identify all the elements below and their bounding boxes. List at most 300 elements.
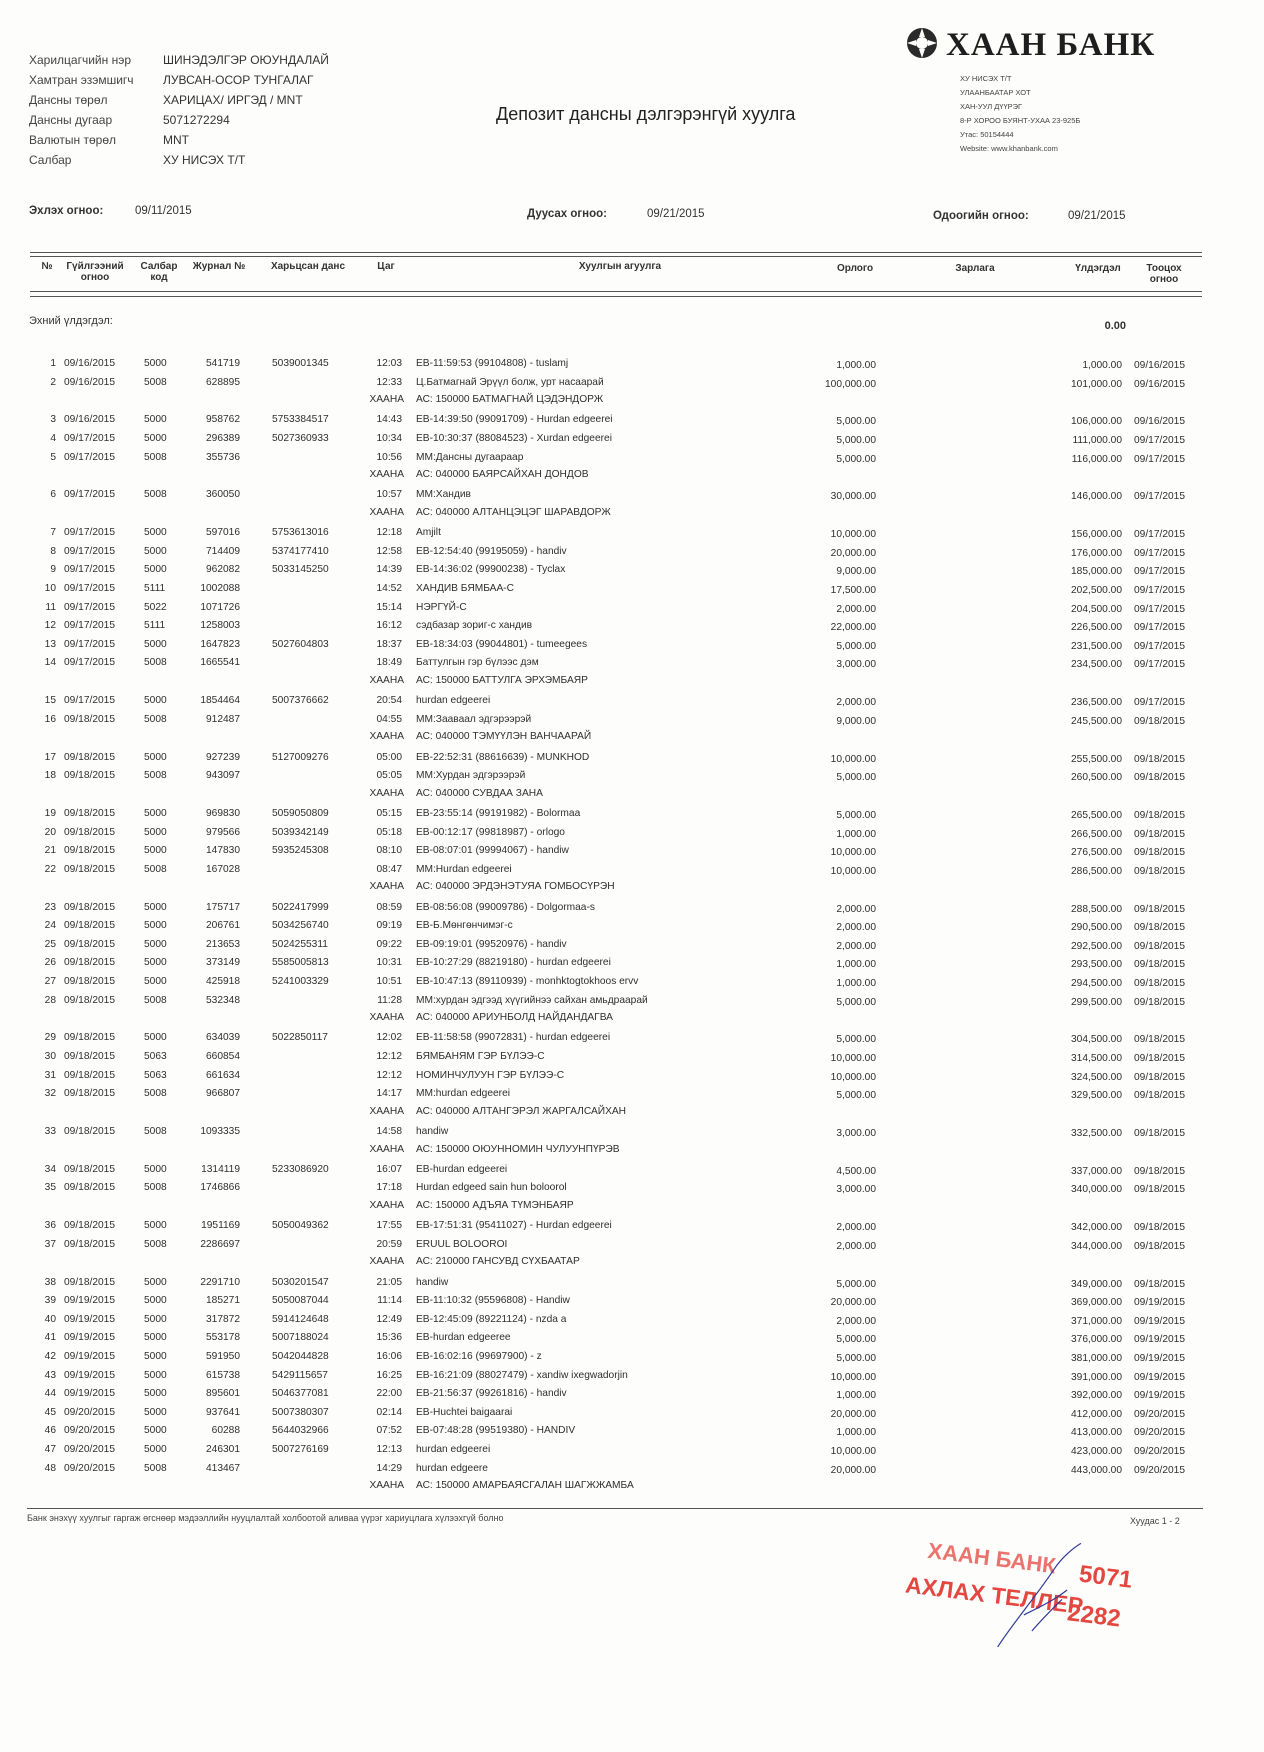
row-post-date: 09/18/2015 [1134,922,1185,934]
col-debit: Зарлага [955,263,995,274]
row-description: EB-21:56:37 (99261816) - handiv [416,1388,567,1400]
account-info-value: MNT [163,133,189,147]
row-credit: 2,000.00 [836,940,876,952]
row-credit: 22,000.00 [830,622,876,634]
row-description: EB-08:56:08 (99009786) - Dolgormaa-s [416,901,595,913]
row-counter-account: 5007276169 [272,1444,329,1455]
row-counter-account: 5046377081 [272,1388,329,1400]
row-post-date: 09/18/2015 [1134,828,1185,840]
account-info-label: Хамтран эзэмшигч [29,73,134,87]
row-branch-code: 5008 [144,376,167,388]
row-balance: 1,000.00 [1082,360,1122,371]
opening-balance-label: Эхний үлдэгдэл: [29,315,113,327]
row-branch-code: 5000 [144,826,167,838]
row-credit: 10,000.00 [830,1371,876,1383]
row-post-date: 09/17/2015 [1134,529,1185,541]
row-post-date: 09/18/2015 [1134,1053,1185,1064]
row-description: hurdan edgeerei [416,695,491,707]
row-journal: 246301 [206,1444,240,1455]
row-description: БЯМБАНЯМ ГЭР БҮЛЭЭ-С [416,1051,545,1062]
row-branch-code: 5022 [144,601,167,613]
row-counter-account: 5241003329 [272,976,329,987]
row-detail-label: ХААНА [369,881,404,893]
row-balance: 371,000.00 [1071,1315,1122,1327]
row-credit: 1,000.00 [836,978,876,989]
row-number: 37 [44,1238,56,1250]
col-time: Цаг [377,261,395,272]
row-balance: 236,500.00 [1071,697,1122,709]
row-date: 09/18/2015 [64,1088,115,1100]
row-journal: 532348 [206,994,240,1006]
row-date: 09/17/2015 [64,451,115,463]
row-detail-label: ХААНА [369,507,404,518]
bank-address-line: 8-Р ХОРОО БУЯНТ-УХАА 23-925Б [960,116,1081,125]
row-branch-code: 5000 [144,1163,167,1175]
row-post-date: 09/18/2015 [1134,903,1185,915]
row-post-date: 09/17/2015 [1134,435,1185,446]
row-description: EB-18:34:03 (99044801) - tumeegees [416,638,588,650]
row-description: EB-16:21:09 (88027479) - xandiw ixegwadorjin [416,1369,628,1381]
row-branch-code: 5000 [144,1444,167,1455]
row-number: 16 [44,713,56,725]
row-journal: 425918 [206,976,240,987]
row-time: 17:55 [376,1220,402,1232]
row-time: 17:18 [376,1182,402,1194]
row-balance: 202,500.00 [1071,585,1122,596]
row-branch-code: 5008 [144,1088,167,1100]
account-info-label: Харилцагчийн нэр [29,53,132,67]
row-post-date: 09/17/2015 [1134,622,1185,634]
row-branch-code: 5000 [144,545,167,557]
row-date: 09/20/2015 [64,1425,115,1437]
row-description: EB-17:51:31 (95411027) - Hurdan edgeerei [416,1220,612,1232]
row-balance: 288,500.00 [1071,903,1122,915]
row-branch-code: 5000 [144,1388,167,1400]
row-time: 20:59 [376,1238,402,1250]
row-journal: 147830 [206,845,240,857]
row-branch-code: 5000 [144,845,167,857]
opening-balance-value: 0.00 [1104,320,1126,332]
row-number: 41 [44,1332,56,1344]
row-post-date: 09/20/2015 [1134,1446,1185,1457]
current-date-label: Одоогийн огноо: [933,210,1029,222]
teller-signature [989,1532,1093,1662]
row-description: EB-00:12:17 (99818987) - orlogo [416,826,565,838]
row-time: 16:12 [376,620,402,632]
row-time: 08:59 [376,901,402,913]
row-number: 40 [44,1313,56,1325]
row-time: 14:58 [376,1126,402,1137]
row-branch-code: 5008 [144,451,167,463]
row-date: 09/18/2015 [64,1220,115,1232]
row-time: 11:28 [377,994,402,1006]
row-branch-code: 5008 [144,1126,167,1137]
row-counter-account: 5935245308 [272,845,329,857]
row-journal: 2291710 [200,1276,240,1288]
row-balance: 314,500.00 [1071,1053,1122,1064]
row-journal: 1093335 [200,1126,240,1137]
row-number: 34 [44,1163,56,1175]
row-detail-text: АС: 150000 БАТМАГНАЙ ЦЭДЭНДОРЖ [416,394,604,406]
row-time: 16:06 [376,1351,402,1362]
row-date: 09/17/2015 [64,433,115,444]
row-journal: 175717 [206,901,240,913]
row-post-date: 09/20/2015 [1134,1464,1185,1476]
row-time: 07:52 [376,1425,402,1437]
row-description: EB-hurdan edgeerei [416,1163,508,1175]
row-description: ММ:Зааваал эдгэрээрэй [416,713,532,725]
row-balance: 412,000.00 [1071,1408,1122,1420]
row-branch-code: 5063 [144,1069,167,1081]
stamp-number-2: 2282 [1065,1599,1123,1633]
row-journal: 943097 [206,770,240,782]
row-date: 09/19/2015 [64,1295,115,1307]
row-description: EB-10:47:13 (89110939) - monhktogtokhoos ervv [416,976,639,987]
row-number: 12 [44,620,56,632]
row-credit: 10,000.00 [830,1053,876,1064]
row-number: 42 [44,1351,56,1362]
row-journal: 360050 [206,489,240,501]
header-rule-bottom-2 [30,296,1202,297]
row-journal: 628895 [206,376,240,388]
col-post-date: Тооцох огноо [1146,263,1182,285]
account-info-label: Дансны төрөл [29,93,108,107]
row-branch-code: 5008 [144,489,167,501]
row-detail-label: ХААНА [369,675,404,686]
end-date: 09/21/2015 [647,208,705,220]
row-credit: 5,000.00 [836,416,876,428]
row-balance: 266,500.00 [1071,828,1122,840]
start-date: 09/11/2015 [135,205,192,217]
row-credit: 3,000.00 [836,1128,876,1139]
row-credit: 5,000.00 [836,1334,876,1346]
row-branch-code: 5000 [144,920,167,932]
row-description: EB-09:19:01 (99520976) - handiv [416,938,567,950]
row-counter-account: 5127009276 [272,751,329,763]
row-counter-account: 5007188024 [272,1332,329,1344]
row-number: 5 [50,451,56,463]
row-branch-code: 5000 [144,976,167,987]
footer-note: Банк энэхүү хуулгыг гаргаж өгснөөр мэдээллийн нууцлалтай холбоотой аливаа үүрэг хариуцлага хүлээхгүй болно [27,1513,504,1523]
row-number: 24 [44,920,56,932]
row-description: Баттулгын гэр бүлээс дэм [416,657,539,669]
row-detail-text: АС: 040000 ТЭМҮҮЛЭН ВАНЧААРАЙ [416,731,592,743]
row-detail-text: АС: 040000 АЛТАНГЭРЭЛ ЖАРГАЛСАЙХАН [416,1105,627,1117]
row-post-date: 09/19/2015 [1134,1390,1185,1402]
row-detail-label: ХААНА [369,1200,404,1211]
row-credit: 4,500.00 [836,1165,876,1177]
row-credit: 5,000.00 [836,810,876,821]
row-journal: 1746866 [200,1182,240,1194]
row-description: ERUUL BOLOOROI [416,1238,508,1250]
row-credit: 2,000.00 [836,603,876,615]
row-time: 05:18 [376,826,402,838]
row-journal: 912487 [206,713,240,725]
row-detail-text: АС: 040000 АЛТАНЦЭЦЭГ ШАРАВДОРЖ [416,507,611,518]
row-description: EB-14:39:50 (99091709) - Hurdan edgeerei [416,414,613,426]
row-description: EB-Huchtei baigaarai [416,1406,513,1418]
row-time: 10:34 [376,433,402,444]
row-journal: 2286697 [200,1238,240,1250]
row-counter-account: 5644032966 [272,1425,329,1437]
row-date: 09/18/2015 [64,751,115,763]
row-number: 45 [44,1406,56,1418]
row-balance: 265,500.00 [1071,810,1122,821]
row-detail-text: АС: 040000 БАЯРСАЙХАН ДОНДОВ [416,469,589,481]
row-post-date: 09/18/2015 [1134,810,1185,821]
row-date: 09/18/2015 [64,826,115,838]
col-branch: Салбар код [140,261,178,283]
row-detail-label: ХААНА [369,731,404,743]
row-journal: 660854 [206,1051,240,1062]
row-time: 09:22 [376,938,402,950]
row-date: 09/19/2015 [64,1332,115,1344]
row-counter-account: 5753384517 [272,414,329,426]
row-time: 16:07 [376,1163,402,1175]
row-credit: 5,000.00 [836,996,876,1008]
row-credit: 2,000.00 [836,1222,876,1234]
row-balance: 423,000.00 [1071,1446,1122,1457]
row-number: 4 [50,433,56,444]
row-date: 09/18/2015 [64,1069,115,1081]
row-credit: 2,000.00 [836,1240,876,1252]
row-credit: 3,000.00 [836,1184,876,1196]
row-post-date: 09/19/2015 [1134,1315,1185,1327]
row-number: 10 [44,583,56,594]
row-number: 9 [50,564,56,576]
row-credit: 100,000.00 [825,378,876,390]
row-time: 12:02 [376,1032,402,1044]
row-date: 09/20/2015 [64,1462,115,1474]
row-date: 09/16/2015 [64,358,115,369]
col-no: № [41,261,53,272]
row-journal: 1854464 [200,695,240,707]
row-credit: 20,000.00 [830,1297,876,1309]
row-balance: 234,500.00 [1071,659,1122,671]
row-credit: 30,000.00 [830,491,876,503]
row-date: 09/17/2015 [64,657,115,669]
row-counter-account: 5042044828 [272,1351,329,1362]
row-time: 14:43 [376,414,402,426]
row-journal: 979566 [206,826,240,838]
row-branch-code: 5000 [144,901,167,913]
row-branch-code: 5000 [144,938,167,950]
row-date: 09/16/2015 [64,414,115,426]
row-journal: 1314119 [201,1163,240,1175]
row-detail-text: АС: 040000 АРИУНБОЛД НАЙДАНДАГВА [416,1012,613,1024]
row-date: 09/18/2015 [64,938,115,950]
row-counter-account: 5429115657 [272,1369,328,1381]
row-balance: 381,000.00 [1071,1353,1122,1364]
row-post-date: 09/17/2015 [1134,566,1185,578]
row-post-date: 09/17/2015 [1134,453,1185,465]
row-time: 02:14 [376,1406,402,1418]
row-time: 05:05 [376,770,402,782]
row-post-date: 09/18/2015 [1134,940,1185,952]
row-date: 09/17/2015 [64,695,115,707]
row-branch-code: 5000 [144,1313,167,1325]
row-post-date: 09/17/2015 [1134,547,1185,559]
header-rule-bottom [30,291,1202,292]
account-info-value: 5071272294 [163,113,230,127]
row-journal: 413467 [206,1462,240,1474]
row-number: 1 [50,358,56,369]
row-branch-code: 5000 [144,1032,167,1044]
row-time: 14:17 [376,1088,402,1100]
row-time: 15:14 [376,601,402,613]
row-number: 48 [44,1462,56,1474]
row-counter-account: 5050087044 [272,1295,329,1307]
account-info-label: Дансны дугаар [29,113,113,127]
row-number: 7 [50,527,56,539]
row-time: 14:52 [376,583,402,594]
row-journal: 958762 [206,414,240,426]
row-credit: 10,000.00 [830,753,876,765]
row-time: 05:15 [376,808,402,819]
row-journal: 553178 [206,1332,240,1344]
stamp-bank-name: ХААН БАНК [926,1537,1058,1579]
row-credit: 20,000.00 [830,1408,876,1420]
row-date: 09/19/2015 [64,1313,115,1325]
row-post-date: 09/17/2015 [1134,640,1185,652]
row-description: EB-12:45:09 (89221124) - nzda a [416,1313,567,1325]
row-credit: 3,000.00 [836,659,876,671]
row-date: 09/18/2015 [64,845,115,857]
row-number: 47 [44,1444,56,1455]
row-branch-code: 5000 [144,1220,167,1232]
row-number: 32 [44,1088,56,1100]
row-post-date: 09/19/2015 [1134,1297,1185,1309]
row-date: 09/17/2015 [64,638,115,650]
row-date: 09/18/2015 [64,994,115,1006]
row-time: 10:51 [376,976,402,987]
row-credit: 5,000.00 [836,1353,876,1364]
row-credit: 20,000.00 [830,547,876,559]
row-number: 33 [44,1126,56,1137]
row-date: 09/18/2015 [64,957,115,969]
teller-stamp [894,1535,1156,1675]
row-balance: 337,000.00 [1071,1165,1122,1177]
row-post-date: 09/18/2015 [1134,978,1185,989]
row-time: 09:19 [376,920,402,932]
col-balance: Үлдэгдэл [1075,263,1121,274]
row-branch-code: 5000 [144,695,167,707]
row-balance: 226,500.00 [1071,622,1122,634]
row-date: 09/20/2015 [64,1444,115,1455]
col-journal: Журнал № [192,261,246,272]
row-balance: 299,500.00 [1071,996,1122,1008]
row-counter-account: 5022417999 [272,901,329,913]
row-description: hurdan edgeerei [416,1444,491,1455]
header-rule-top [30,252,1202,253]
row-journal: 1071726 [200,601,240,613]
row-number: 30 [44,1051,56,1062]
row-balance: 344,000.00 [1071,1240,1122,1252]
row-date: 09/18/2015 [64,976,115,987]
row-description: EB-Б.Мөнгөнчимэг-с [416,920,513,932]
row-counter-account: 5374177410 [272,545,329,557]
row-post-date: 09/19/2015 [1134,1353,1185,1364]
row-branch-code: 5000 [144,414,167,426]
row-detail-label: ХААНА [369,469,404,481]
row-description: hurdan edgeere [416,1462,488,1474]
row-balance: 349,000.00 [1071,1278,1122,1290]
row-description: Ц.Батмагнай Эрүүл болж, урт насаарай [416,376,604,388]
row-date: 09/18/2015 [64,920,115,932]
row-description: EB-14:36:02 (99900238) - Tyclax [416,564,566,576]
row-counter-account: 5050049362 [272,1220,329,1232]
row-number: 14 [44,657,56,669]
row-description: EB-16:02:16 (99697900) - z [416,1351,542,1362]
row-description: EB-11:10:32 (95596808) - Handiw [416,1295,570,1307]
bank-address-line: УЛААНБААТАР ХОТ [960,88,1031,97]
row-number: 23 [44,901,56,913]
row-detail-label: ХААНА [369,1012,404,1024]
row-balance: 369,000.00 [1071,1297,1122,1309]
page-title: Депозит дансны дэлгэрэнгүй хуулга [496,104,796,124]
row-date: 09/19/2015 [64,1351,115,1362]
row-description: EB-12:54:40 (99195059) - handiv [416,545,567,557]
row-time: 20:54 [376,695,402,707]
row-date: 09/17/2015 [64,545,115,557]
row-date: 09/18/2015 [64,1238,115,1250]
row-date: 09/18/2015 [64,1051,115,1062]
row-detail-label: ХААНА [369,787,404,799]
row-number: 6 [50,489,56,501]
row-branch-code: 5000 [144,1425,167,1437]
row-credit: 5,000.00 [836,1278,876,1290]
row-description: ММ:Hurdan edgeerei [416,863,512,875]
account-info-value: ШИНЭДЭЛГЭР ОЮУНДАЛАЙ [163,53,329,67]
row-detail-label: ХААНА [369,394,404,406]
row-post-date: 09/17/2015 [1134,585,1185,596]
row-branch-code: 5000 [144,1406,167,1418]
row-description: EB-hurdan edgeeree [416,1332,511,1344]
row-counter-account: 5024255311 [272,938,328,950]
row-post-date: 09/18/2015 [1134,1071,1185,1083]
row-branch-code: 5008 [144,713,167,725]
row-number: 19 [44,808,56,819]
account-info-label: Салбар [29,153,72,167]
row-description: НОМИНЧУЛУУН ГЭР БҮЛЭЭ-С [416,1069,565,1081]
row-description: ММ:Хандив [416,489,471,501]
row-journal: 615738 [206,1369,240,1381]
row-counter-account: 5059050809 [272,808,329,819]
row-branch-code: 5000 [144,1332,167,1344]
row-counter-account: 5033145250 [272,564,329,576]
row-number: 44 [44,1388,56,1400]
row-branch-code: 5000 [144,1369,167,1381]
row-description: EB-08:07:01 (99994067) - handiw [416,845,569,857]
row-post-date: 09/16/2015 [1134,360,1185,371]
row-description: handiw [416,1126,449,1137]
row-post-date: 09/20/2015 [1134,1427,1185,1439]
row-detail-text: АС: 150000 АМАРБАЯСГАЛАН ШАГЖЖАМБА [416,1480,634,1492]
row-time: 04:55 [376,713,402,725]
start-date-label: Эхлэх огноо: [29,205,104,217]
row-description: ХАНДИВ БЯМБАА-С [416,583,515,594]
row-time: 15:36 [376,1332,402,1344]
row-number: 22 [44,863,56,875]
row-balance: 443,000.00 [1071,1464,1122,1476]
current-date: 09/21/2015 [1068,210,1126,222]
row-description: ММ:Дансны дугаараар [416,451,524,463]
row-journal: 1665541 [200,657,240,669]
row-credit: 1,000.00 [836,1390,876,1402]
row-date: 09/19/2015 [64,1369,115,1381]
row-post-date: 09/19/2015 [1134,1371,1185,1383]
row-number: 13 [44,638,56,650]
